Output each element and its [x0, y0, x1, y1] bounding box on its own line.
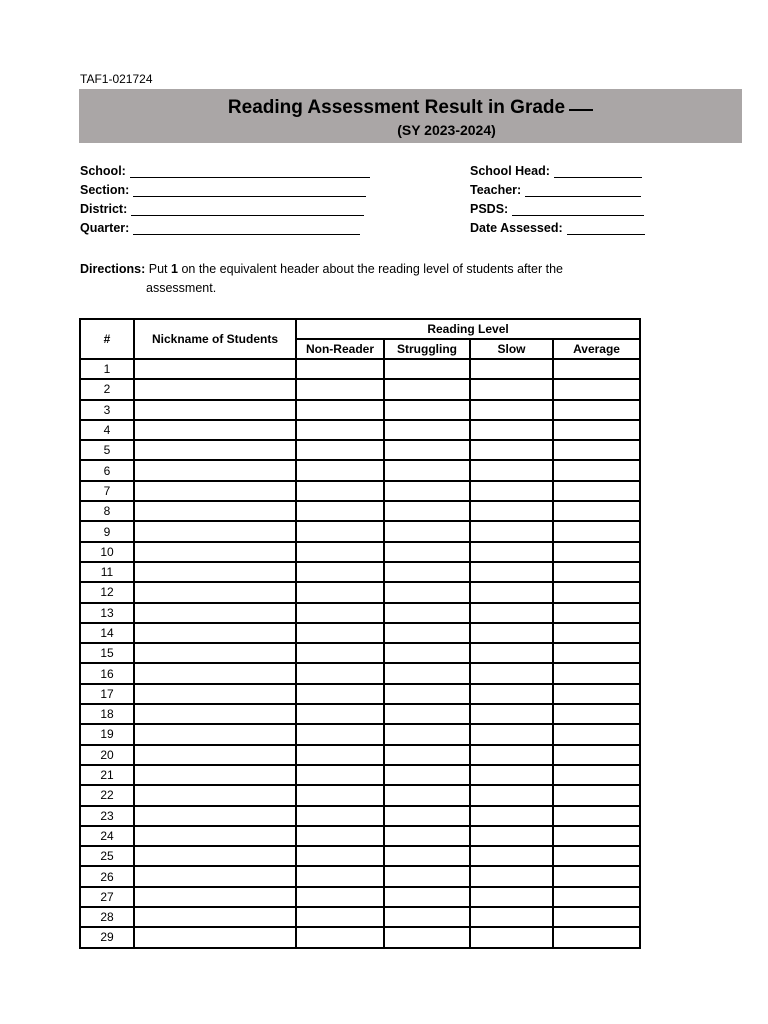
non-reader-cell[interactable]	[296, 785, 384, 805]
slow-cell[interactable]	[470, 866, 553, 886]
slow-cell[interactable]	[470, 745, 553, 765]
row-number: 18	[80, 704, 134, 724]
slow-cell[interactable]	[470, 460, 553, 480]
row-number: 3	[80, 400, 134, 420]
struggling-cell[interactable]	[384, 745, 470, 765]
struggling-cell[interactable]	[384, 887, 470, 907]
nickname-cell[interactable]	[134, 724, 296, 744]
school-field	[80, 164, 370, 178]
slow-cell[interactable]	[470, 704, 553, 724]
average-cell[interactable]	[553, 887, 640, 907]
row-number: 21	[80, 765, 134, 785]
nickname-cell[interactable]	[134, 806, 296, 826]
district-field	[80, 202, 364, 216]
date-assessed-line[interactable]	[567, 222, 645, 235]
header-level-slow: Slow	[470, 339, 553, 359]
quarter-line[interactable]	[133, 222, 360, 235]
table-row	[80, 501, 640, 521]
average-cell[interactable]	[553, 603, 640, 623]
table-row	[80, 521, 640, 541]
table-row	[80, 379, 640, 399]
non-reader-cell[interactable]	[296, 521, 384, 541]
average-cell[interactable]	[553, 643, 640, 663]
assessment-table	[79, 318, 641, 949]
non-reader-cell[interactable]	[296, 826, 384, 846]
slow-cell[interactable]	[470, 400, 553, 420]
psds-line[interactable]	[512, 203, 644, 216]
date-assessed-label: Date Assessed:	[470, 221, 563, 235]
struggling-cell[interactable]	[384, 359, 470, 379]
nickname-cell[interactable]	[134, 542, 296, 562]
table-row	[80, 745, 640, 765]
slow-cell[interactable]	[470, 582, 553, 602]
average-cell[interactable]	[553, 704, 640, 724]
nickname-cell[interactable]	[134, 704, 296, 724]
row-number: 15	[80, 643, 134, 663]
non-reader-cell[interactable]	[296, 643, 384, 663]
non-reader-cell[interactable]	[296, 806, 384, 826]
struggling-cell[interactable]	[384, 663, 470, 683]
table-row	[80, 460, 640, 480]
header-number: #	[80, 319, 134, 359]
table-row	[80, 663, 640, 683]
non-reader-cell[interactable]	[296, 359, 384, 379]
struggling-cell[interactable]	[384, 765, 470, 785]
nickname-cell[interactable]	[134, 420, 296, 440]
table-row	[80, 826, 640, 846]
table-row	[80, 562, 640, 582]
non-reader-cell[interactable]	[296, 400, 384, 420]
row-number: 9	[80, 521, 134, 541]
non-reader-cell[interactable]	[296, 440, 384, 460]
average-cell[interactable]	[553, 542, 640, 562]
non-reader-cell[interactable]	[296, 704, 384, 724]
struggling-cell[interactable]	[384, 806, 470, 826]
school-head-label: School Head:	[470, 164, 550, 178]
row-number: 5	[80, 440, 134, 460]
struggling-cell[interactable]	[384, 562, 470, 582]
non-reader-cell[interactable]	[296, 562, 384, 582]
average-cell[interactable]	[553, 663, 640, 683]
nickname-cell[interactable]	[134, 582, 296, 602]
slow-cell[interactable]	[470, 379, 553, 399]
non-reader-cell[interactable]	[296, 420, 384, 440]
nickname-cell[interactable]	[134, 927, 296, 947]
slow-cell[interactable]	[470, 542, 553, 562]
average-cell[interactable]	[553, 562, 640, 582]
teacher-label: Teacher:	[470, 183, 522, 197]
row-number: 26	[80, 866, 134, 886]
struggling-cell[interactable]	[384, 724, 470, 744]
slow-cell[interactable]	[470, 521, 553, 541]
table-row	[80, 907, 640, 927]
directions	[80, 260, 600, 298]
struggling-cell[interactable]	[384, 400, 470, 420]
row-number: 7	[80, 481, 134, 501]
nickname-cell[interactable]	[134, 846, 296, 866]
table-row	[80, 887, 640, 907]
table-row	[80, 684, 640, 704]
directions-text-before: Put	[145, 262, 172, 276]
non-reader-cell[interactable]	[296, 542, 384, 562]
row-number: 16	[80, 663, 134, 683]
table-row	[80, 806, 640, 826]
nickname-cell[interactable]	[134, 440, 296, 460]
average-cell[interactable]	[553, 521, 640, 541]
struggling-cell[interactable]	[384, 866, 470, 886]
non-reader-cell[interactable]	[296, 684, 384, 704]
struggling-cell[interactable]	[384, 785, 470, 805]
nickname-cell[interactable]	[134, 379, 296, 399]
school-head-field	[470, 164, 642, 178]
struggling-cell[interactable]	[384, 704, 470, 724]
slow-cell[interactable]	[470, 806, 553, 826]
non-reader-cell[interactable]	[296, 765, 384, 785]
table-row	[80, 643, 640, 663]
struggling-cell[interactable]	[384, 826, 470, 846]
struggling-cell[interactable]	[384, 603, 470, 623]
struggling-cell[interactable]	[384, 846, 470, 866]
non-reader-cell[interactable]	[296, 481, 384, 501]
non-reader-cell[interactable]	[296, 501, 384, 521]
teacher-line[interactable]	[525, 184, 641, 197]
average-cell[interactable]	[553, 481, 640, 501]
struggling-cell[interactable]	[384, 582, 470, 602]
table-row	[80, 866, 640, 886]
slow-cell[interactable]	[470, 623, 553, 643]
average-cell[interactable]	[553, 400, 640, 420]
quarter-label: Quarter:	[80, 221, 130, 235]
row-number: 13	[80, 603, 134, 623]
average-cell[interactable]	[553, 785, 640, 805]
table-row	[80, 623, 640, 643]
slow-cell[interactable]	[470, 684, 553, 704]
slow-cell[interactable]	[470, 501, 553, 521]
row-number: 1	[80, 359, 134, 379]
slow-cell[interactable]	[470, 562, 553, 582]
slow-cell[interactable]	[470, 481, 553, 501]
nickname-cell[interactable]	[134, 745, 296, 765]
header-reading-level: Reading Level	[296, 319, 640, 339]
row-number: 20	[80, 745, 134, 765]
slow-cell[interactable]	[470, 907, 553, 927]
school-head-line[interactable]	[554, 165, 642, 178]
slow-cell[interactable]	[470, 846, 553, 866]
non-reader-cell[interactable]	[296, 663, 384, 683]
struggling-cell[interactable]	[384, 481, 470, 501]
non-reader-cell[interactable]	[296, 603, 384, 623]
average-cell[interactable]	[553, 379, 640, 399]
row-number: 6	[80, 460, 134, 480]
non-reader-cell[interactable]	[296, 927, 384, 947]
slow-cell[interactable]	[470, 724, 553, 744]
nickname-cell[interactable]	[134, 521, 296, 541]
nickname-cell[interactable]	[134, 887, 296, 907]
non-reader-cell[interactable]	[296, 887, 384, 907]
table-row	[80, 440, 640, 460]
table-row	[80, 704, 640, 724]
table-row	[80, 582, 640, 602]
table-row	[80, 542, 640, 562]
non-reader-cell[interactable]	[296, 582, 384, 602]
row-number: 8	[80, 501, 134, 521]
row-number: 12	[80, 582, 134, 602]
struggling-cell[interactable]	[384, 684, 470, 704]
average-cell[interactable]	[553, 806, 640, 826]
nickname-cell[interactable]	[134, 501, 296, 521]
table-row	[80, 765, 640, 785]
header-nickname: Nickname of Students	[134, 319, 296, 359]
row-number: 17	[80, 684, 134, 704]
slow-cell[interactable]	[470, 603, 553, 623]
date-assessed-field	[470, 221, 645, 235]
struggling-cell[interactable]	[384, 907, 470, 927]
nickname-cell[interactable]	[134, 826, 296, 846]
row-number: 14	[80, 623, 134, 643]
row-number: 27	[80, 887, 134, 907]
non-reader-cell[interactable]	[296, 379, 384, 399]
directions-label: Directions:	[80, 262, 146, 276]
district-label: District:	[80, 202, 128, 216]
directions-emphasis: 1	[171, 262, 178, 276]
school-line[interactable]	[130, 165, 370, 178]
nickname-cell[interactable]	[134, 785, 296, 805]
title-banner	[79, 89, 742, 143]
struggling-cell[interactable]	[384, 501, 470, 521]
average-cell[interactable]	[553, 927, 640, 947]
row-number: 29	[80, 927, 134, 947]
non-reader-cell[interactable]	[296, 907, 384, 927]
average-cell[interactable]	[553, 907, 640, 927]
slow-cell[interactable]	[470, 440, 553, 460]
struggling-cell[interactable]	[384, 542, 470, 562]
nickname-cell[interactable]	[134, 663, 296, 683]
table-row	[80, 724, 640, 744]
struggling-cell[interactable]	[384, 420, 470, 440]
struggling-cell[interactable]	[384, 643, 470, 663]
struggling-cell[interactable]	[384, 460, 470, 480]
table-body	[80, 359, 640, 948]
struggling-cell[interactable]	[384, 521, 470, 541]
table-row	[80, 400, 640, 420]
average-cell[interactable]	[553, 745, 640, 765]
slow-cell[interactable]	[470, 765, 553, 785]
average-cell[interactable]	[553, 724, 640, 744]
header-level-struggling: Struggling	[384, 339, 470, 359]
average-cell[interactable]	[553, 501, 640, 521]
average-cell[interactable]	[553, 684, 640, 704]
section-line[interactable]	[133, 184, 366, 197]
table-row	[80, 481, 640, 501]
directions-line2: assessment.	[146, 281, 217, 295]
psds-label: PSDS:	[470, 202, 509, 216]
nickname-cell[interactable]	[134, 866, 296, 886]
slow-cell[interactable]	[470, 887, 553, 907]
quarter-field	[80, 221, 360, 235]
average-cell[interactable]	[553, 440, 640, 460]
header-level-average: Average	[553, 339, 640, 359]
nickname-cell[interactable]	[134, 765, 296, 785]
section-field	[80, 183, 366, 197]
row-number: 11	[80, 562, 134, 582]
row-number: 19	[80, 724, 134, 744]
grade-blank[interactable]	[569, 91, 593, 111]
table-row	[80, 420, 640, 440]
table-row	[80, 846, 640, 866]
table-row	[80, 603, 640, 623]
average-cell[interactable]	[553, 826, 640, 846]
slow-cell[interactable]	[470, 663, 553, 683]
nickname-cell[interactable]	[134, 603, 296, 623]
average-cell[interactable]	[553, 623, 640, 643]
slow-cell[interactable]	[470, 826, 553, 846]
struggling-cell[interactable]	[384, 927, 470, 947]
nickname-cell[interactable]	[134, 359, 296, 379]
row-number: 4	[80, 420, 134, 440]
non-reader-cell[interactable]	[296, 623, 384, 643]
school-label: School:	[80, 164, 126, 178]
section-label: Section:	[80, 183, 130, 197]
nickname-cell[interactable]	[134, 460, 296, 480]
row-number: 2	[80, 379, 134, 399]
school-year: (SY 2023-2024)	[397, 122, 496, 138]
table-row	[80, 785, 640, 805]
average-cell[interactable]	[553, 460, 640, 480]
page-title	[79, 93, 742, 119]
row-number: 23	[80, 806, 134, 826]
struggling-cell[interactable]	[384, 440, 470, 460]
row-number: 22	[80, 785, 134, 805]
row-number: 10	[80, 542, 134, 562]
nickname-cell[interactable]	[134, 684, 296, 704]
row-number: 25	[80, 846, 134, 866]
average-cell[interactable]	[553, 420, 640, 440]
slow-cell[interactable]	[470, 927, 553, 947]
struggling-cell[interactable]	[384, 379, 470, 399]
directions-text-after: on the equivalent header about the reading level of students after the	[177, 262, 563, 276]
nickname-cell[interactable]	[134, 481, 296, 501]
nickname-cell[interactable]	[134, 623, 296, 643]
non-reader-cell[interactable]	[296, 745, 384, 765]
title-text: Reading Assessment Result in Grade	[227, 97, 566, 118]
nickname-cell[interactable]	[134, 643, 296, 663]
table-row	[80, 359, 640, 379]
average-cell[interactable]	[553, 866, 640, 886]
psds-field	[470, 202, 644, 216]
average-cell[interactable]	[553, 765, 640, 785]
nickname-cell[interactable]	[134, 907, 296, 927]
form-code: TAF1-021724	[80, 72, 153, 86]
non-reader-cell[interactable]	[296, 460, 384, 480]
slow-cell[interactable]	[470, 359, 553, 379]
table-row	[80, 927, 640, 947]
nickname-cell[interactable]	[134, 400, 296, 420]
slow-cell[interactable]	[470, 420, 553, 440]
row-number: 24	[80, 826, 134, 846]
district-line[interactable]	[131, 203, 364, 216]
row-number: 28	[80, 907, 134, 927]
nickname-cell[interactable]	[134, 562, 296, 582]
non-reader-cell[interactable]	[296, 866, 384, 886]
non-reader-cell[interactable]	[296, 846, 384, 866]
average-cell[interactable]	[553, 582, 640, 602]
non-reader-cell[interactable]	[296, 724, 384, 744]
struggling-cell[interactable]	[384, 623, 470, 643]
average-cell[interactable]	[553, 846, 640, 866]
slow-cell[interactable]	[470, 643, 553, 663]
slow-cell[interactable]	[470, 785, 553, 805]
average-cell[interactable]	[553, 359, 640, 379]
teacher-field	[470, 183, 641, 197]
header-level-non-reader: Non-Reader	[296, 339, 384, 359]
